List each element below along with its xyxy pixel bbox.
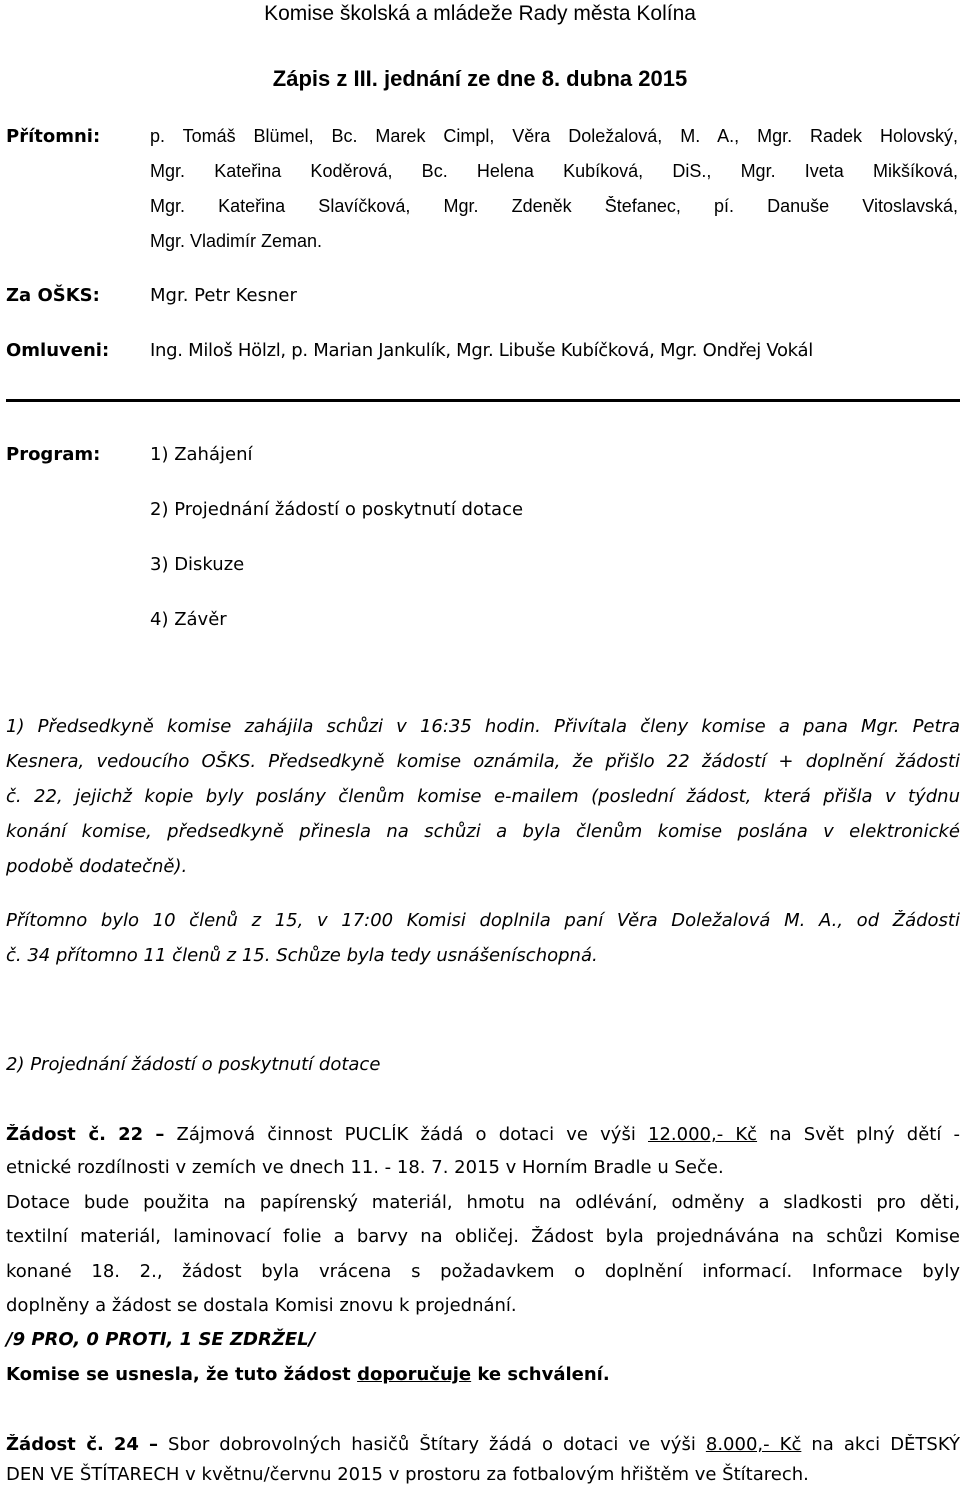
request-purpose: na akci DĚTSKÝ [811,1434,960,1455]
request-22-line-1 [6,1124,960,1145]
request-text: Zájmová činnost PUCLÍK žádá o dotaci ve výši [176,1124,636,1145]
excused-value: Ing. Miloš Hölzl, p. Marian Jankulík, Mgr. Libuše Kubíčková, Mgr. Ondřej Vokál [150,340,813,361]
program-label: Program: [6,444,101,465]
detail-line: Dotace bude použita na papírenský materiál, hmotu na odlévání, odměny a sladkosti pro děti, [6,1192,960,1213]
paragraph-line: Přítomno bylo 10 členů z 15, v 17:00 Komisi doplnila paní Věra Doležalová M. A., od Žádosti [6,910,960,931]
request-label: Žádost č. [6,1124,106,1145]
request-dash: – [155,1124,165,1145]
oskS-value: Mgr. Petr Kesner [150,285,297,306]
present-line: Mgr. Kateřina Koděrová, Bc. Helena Kubíková, DiS., Mgr. Iveta Mikšíková, [150,161,958,181]
committee-name: Komise školská a mládeže Rady města Kolína [264,2,696,25]
paragraph-line: č. 22, jejichž kopie byly poslány členům komise e-mailem (poslední žádost, která přišla v týdnu [6,786,960,807]
excused-label: Omluveni: [6,340,110,361]
document-title: Zápis z III. jednání ze dne 8. dubna 2015 [272,66,688,91]
detail-line: konané 18. 2., žádost byla vrácena s požadavkem o doplnění informací. Informace byly [6,1261,960,1282]
present-line: Mgr. Kateřina Slavíčková, Mgr. Zdeněk Štefanec, pí. Danuše Vitoslavská, [150,196,958,216]
resolution-decision: doporučuje [357,1364,472,1385]
request-amount: 12.000,- Kč [648,1124,758,1145]
program-item: 4) Závěr [150,609,227,630]
oskS-label: Za OŠKS: [6,285,100,306]
paragraph-line: podobě dodatečně). [6,856,188,877]
present-label: Přítomni: [6,126,101,147]
resolution-text: Komise se usnesla, že tuto žádost [6,1364,351,1385]
paragraph-line: konání komise, předsedkyně přinesla na schůzi a byla členům komise poslána v elektronické [6,821,960,842]
request-24-line-2: DEN VE ŠTÍTARECH v květnu/červnu 2015 v prostoru za fotbalovým hřištěm ve Štítarech. [6,1464,809,1485]
request-purpose: na Svět plný dětí - [769,1124,960,1145]
request-24-line-1 [6,1434,960,1455]
divider-line [6,399,960,402]
section2-heading: 2) Projednání žádostí o poskytnutí dotace [6,1054,381,1075]
vote-result: /9 PRO, 0 PROTI, 1 SE ZDRŽEL/ [6,1329,316,1350]
paragraph-line: 1) Předsedkyně komise zahájila schůzi v 16:35 hodin. Přivítala členy komise a pana Mgr. Petra [6,716,960,737]
present-line: Mgr. Vladimír Zeman. [150,231,323,251]
detail-line: textilní materiál, laminovací folie a barvy na obličej. Žádost byla projednávána na schůzi Komise [6,1226,960,1247]
resolution-end: ke schválení. [477,1364,610,1385]
program-item: 1) Zahájení [150,444,253,465]
paragraph-line: č. 34 přítomno 11 členů z 15. Schůze byla tedy usnášeníschopná. [6,945,598,966]
request-number: 24 [113,1434,139,1455]
request-amount: 8.000,- Kč [705,1434,802,1455]
request-label: Žádost č. [6,1434,104,1455]
program-item: 2) Projednání žádostí o poskytnutí dotace [150,499,524,520]
request-text: Sbor dobrovolných hasičů Štítary žádá o dotaci ve výši [168,1434,696,1455]
request-22-line-2: etnické rozdílnosti v zemích ve dnech 11. - 18. 7. 2015 v Horním Bradle u Seče. [6,1157,724,1178]
detail-line: doplněny a žádost se dostala Komisi znovu k projednání. [6,1295,517,1316]
resolution [6,1364,610,1385]
present-line: p. Tomáš Blümel, Bc. Marek Cimpl, Věra Doležalová, M. A., Mgr. Radek Holovský, [150,126,958,146]
request-number: 22 [118,1124,144,1145]
program-item: 3) Diskuze [150,554,245,575]
paragraph-line: Kesnera, vedoucího OŠKS. Předsedkyně komise oznámila, že přišlo 22 žádostí + doplnění žádosti [6,751,960,772]
request-dash: – [148,1434,158,1455]
